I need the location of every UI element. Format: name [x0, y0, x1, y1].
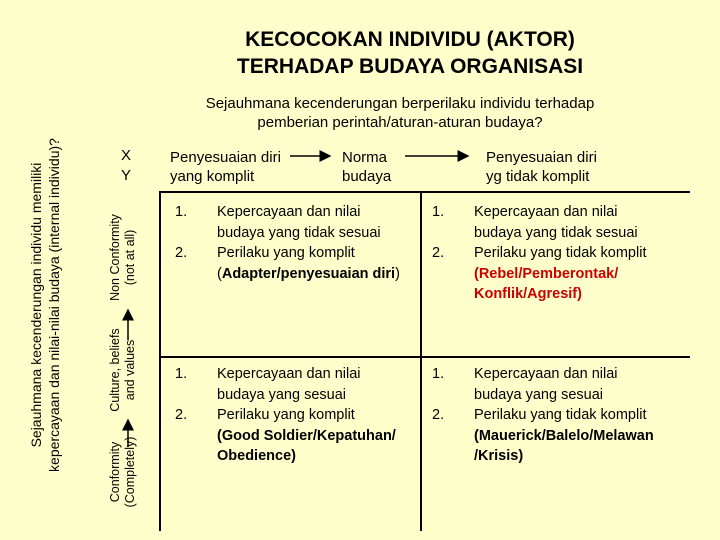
question-line-2: pemberian perintah/aturan-aturan budaya?	[257, 114, 543, 131]
cell-br-line-2: budaya yang sesuai	[474, 386, 603, 403]
cell-tr-line-1: Kepercayaan dan nilai	[474, 204, 618, 220]
cell-tr-role-line-1: (Rebel/Pemberontak/	[474, 265, 619, 282]
cell-tl-line-1: Kepercayaan dan nilai	[217, 204, 361, 220]
nonconformity-line-1: Non Conformity	[108, 214, 122, 301]
y-label: Y	[121, 167, 132, 184]
header-middle-line-2: budaya	[342, 168, 392, 185]
cell-tl-line-3: Perilaku yang komplit	[217, 245, 355, 261]
title-line-2: TERHADAP BUDAYA ORGANISASI	[236, 55, 584, 78]
cell-tl-line-4	[217, 264, 400, 285]
header-middle-line-1: Norma	[342, 149, 388, 166]
culture-line-2: and values	[123, 339, 137, 401]
title-line-1: KECOCOKAN INDIVIDU (AKTOR)	[245, 28, 575, 51]
grid-middle-horizontal	[160, 356, 690, 358]
header-right-line-1: Penyesuaian diri	[486, 149, 597, 166]
cell-bl-role-line-1: (Good Soldier/Kepatuhan/	[217, 427, 396, 444]
cell-bottom-right	[474, 364, 654, 467]
cell-bl-line-3: Perilaku yang komplit	[217, 407, 355, 423]
cell-bl-role-line-2: Obedience)	[217, 448, 296, 464]
header-left-line-1: Penyesuaian diri	[170, 149, 281, 166]
cell-br-number-1: 1.	[432, 366, 445, 382]
header-incomplete-adjustment	[486, 148, 597, 186]
header-cultural-norm	[342, 148, 391, 186]
vertical-question-line-2: kepercayaan dan nilai-nilai budaya (internal individu)?	[46, 138, 62, 472]
cell-tr-line-3: Perilaku yang tidak komplit	[474, 245, 647, 261]
grid-middle-vertical	[420, 191, 422, 531]
cell-top-right	[474, 202, 646, 305]
header-left-line-2: yang komplit	[170, 168, 255, 185]
culture-line-1: Culture, beliefs	[108, 328, 122, 412]
cell-bottom-left	[217, 364, 396, 467]
cell-tl-role: Adapter/penyesuaian diri	[221, 265, 396, 282]
cell-tl-paren-close: )	[395, 265, 400, 282]
cell-bl-number-2: 2.	[175, 407, 188, 423]
vertical-question-line-1: Sejauhmana kecenderungan individu memiliki	[28, 162, 44, 448]
cell-br-number-2: 2.	[432, 407, 445, 423]
x-label: X	[121, 147, 132, 164]
header-right-line-2: yg tidak komplit	[486, 168, 590, 185]
grid-top-line	[160, 191, 690, 193]
cell-tl-number-1: 1.	[175, 204, 188, 220]
cell-bl-number-1: 1.	[175, 366, 188, 382]
cell-br-role-line-1: (Mauerick/Balelo/Melawan	[474, 427, 654, 444]
cell-tr-number-2: 2.	[432, 245, 445, 261]
cell-tr-number-1: 1.	[432, 204, 445, 220]
cell-br-role-line-2: /Krisis)	[474, 448, 524, 464]
question-line-1: Sejauhmana kecenderungan berperilaku individu terhadap	[205, 95, 595, 112]
conformity-line-2: (Completely)	[123, 436, 137, 508]
cell-tr-line-2: budaya yang tidak sesuai	[474, 224, 638, 241]
cell-tr-role-line-2: Konflik/Agresif)	[474, 286, 582, 302]
grid-left-vertical	[159, 191, 161, 531]
nonconformity-line-2: (not at all)	[123, 229, 137, 286]
cell-tl-line-2: budaya yang tidak sesuai	[217, 224, 381, 241]
cell-bl-line-2: budaya yang sesuai	[217, 386, 346, 403]
cell-tl-number-2: 2.	[175, 245, 188, 261]
cell-br-line-3: Perilaku yang tidak komplit	[474, 407, 647, 423]
header-complete-adjustment	[170, 148, 281, 186]
cell-br-line-1: Kepercayaan dan nilai	[474, 366, 618, 382]
conformity-line-1: Conformity	[108, 441, 122, 503]
cell-tl-paren-open: (	[217, 265, 222, 282]
cell-bl-line-1: Kepercayaan dan nilai	[217, 366, 361, 382]
cell-top-left	[217, 202, 400, 284]
